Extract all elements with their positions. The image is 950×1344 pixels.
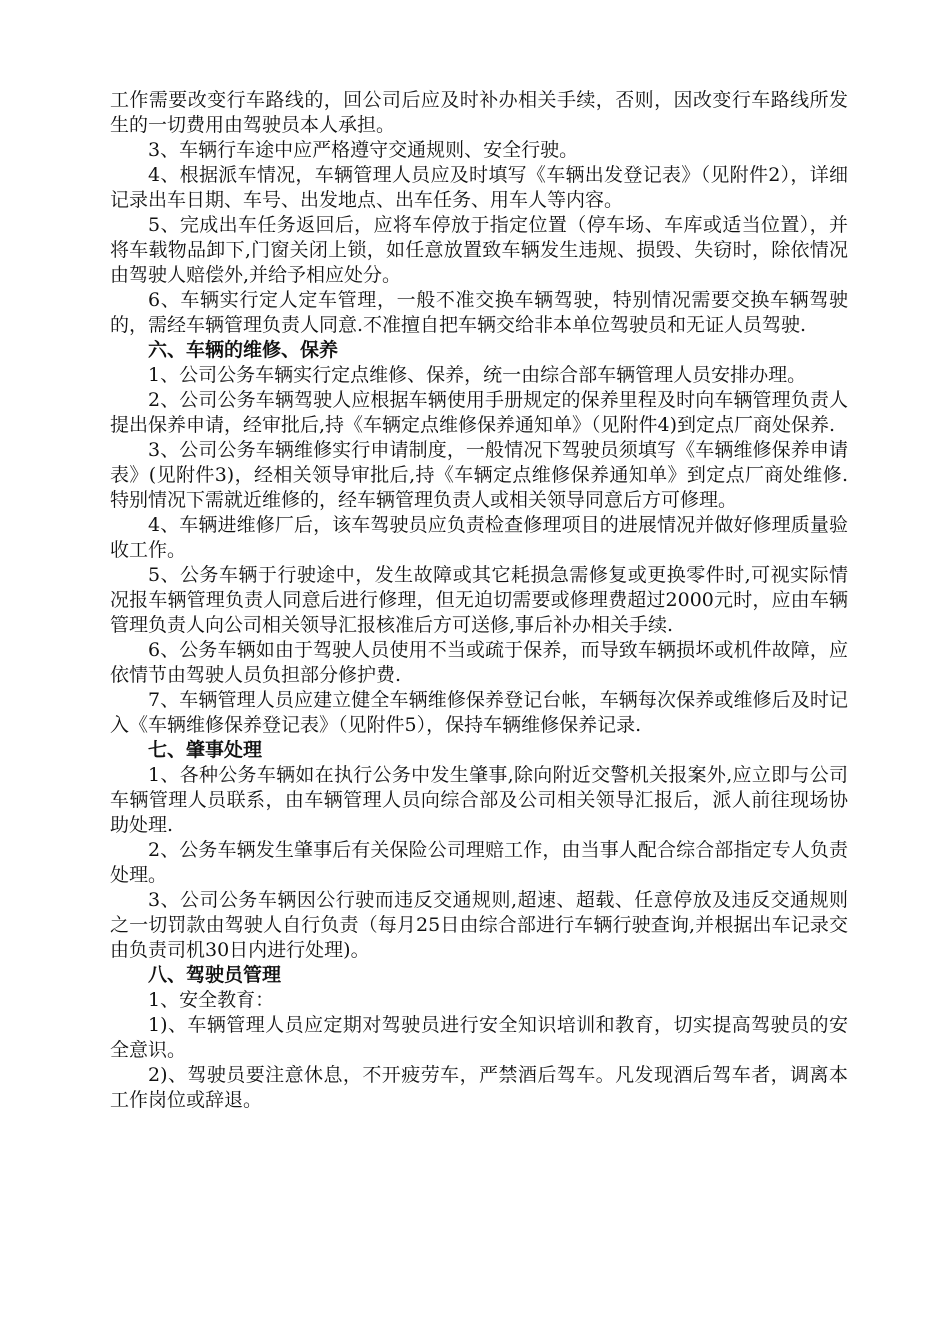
paragraph-maintenance-2: 2、公司公务车辆驾驶人应根据车辆使用手册规定的保养里程及时向车辆管理负责人提出保养申请，经审批后,持《车辆定点维修保养通知单》（见附件4)到定点厂商处保养.: [110, 389, 848, 436]
document-page: [110, 88, 848, 1113]
section-heading-maintenance: 六、车辆的维修、保养: [148, 339, 339, 361]
paragraph-accident-2: 2、公务车辆发生肇事后有关保险公司理赔工作，由当事人配合综合部指定专人负责处理。: [110, 839, 848, 886]
paragraph-driver-1-1: 1)、车辆管理人员应定期对驾驶员进行安全知识培训和教育，切实提高驾驶员的安全意识。: [110, 1014, 848, 1061]
paragraph-route-change: 工作需要改变行车路线的，回公司后应及时补办相关手续，否则，因改变行车路线所发生的一切费用由驾驶员本人承担。: [110, 89, 848, 136]
paragraph-accident-3: 3、公司公务车辆因公行驶而违反交通规则,超速、超载、任意停放及违反交通规则之一切罚款由驾驶人自行负责（每月25日由综合部进行车辆行驶查询,并根据出车记录交由负责司机30日内进行处理)。: [110, 889, 848, 961]
paragraph-item-5-return: 5、完成出车任务返回后，应将车停放于指定位置（停车场、车库或适当位置），并将车载物品卸下,门窗关闭上锁，如任意放置致车辆发生违规、损毁、失窃时，除依情况由驾驶人赔偿外,并给予相应处分。: [110, 214, 848, 286]
paragraph-maintenance-7: 7、车辆管理人员应建立健全车辆维修保养登记台帐，车辆每次保养或维修后及时记入《车辆维修保养登记表》（见附件5），保持车辆维修保养记录.: [110, 689, 848, 736]
paragraph-maintenance-6: 6、公务车辆如由于驾驶人员使用不当或疏于保养，而导致车辆损坏或机件故障，应依情节由驾驶人员负担部分修护费.: [110, 639, 848, 686]
paragraph-item-6-fixed-driver: 6、车辆实行定人定车管理，一般不准交换车辆驾驶，特别情况需要交换车辆驾驶的，需经车辆管理负责人同意.不准擅自把车辆交给非本单位驾驶员和无证人员驾驶.: [110, 289, 848, 336]
paragraph-maintenance-1: 1、公司公务车辆实行定点维修、保养，统一由综合部车辆管理人员安排办理。: [148, 364, 807, 386]
paragraph-maintenance-5: 5、公务车辆于行驶途中，发生故障或其它耗损急需修复或更换零件时,可视实际情况报车辆管理负责人同意后进行修理，但无迫切需要或修理费超过2000元时，应由车辆管理负责人向公司相关领导汇报核准后方可送修,事后补办相关手续.: [110, 564, 848, 636]
section-heading-driver-management: 八、驾驶员管理: [148, 964, 282, 986]
section-heading-accident: 七、肇事处理: [148, 739, 263, 761]
paragraph-item-4-dispatch: 4、根据派车情况，车辆管理人员应及时填写《车辆出发登记表》（见附件2），详细记录出车日期、车号、出发地点、出车任务、用车人等内容。: [110, 164, 848, 211]
paragraph-maintenance-3: 3、公司公务车辆维修实行申请制度，一般情况下驾驶员须填写《车辆维修保养申请表》(见附件3)，经相关领导审批后,持《车辆定点维修保养通知单》到定点厂商处维修.特别情况下需就近维修的，经车辆管理负责人或相关领导同意后方可修理。: [110, 439, 848, 511]
paragraph-accident-1: 1、各种公务车辆如在执行公务中发生肇事,除向附近交警机关报案外,应立即与公司车辆管理人员联系，由车辆管理人员向综合部及公司相关领导汇报后，派人前往现场协助处理.: [110, 764, 848, 836]
paragraph-maintenance-4: 4、车辆进维修厂后，该车驾驶员应负责检查修理项目的进展情况并做好修理质量验收工作。: [110, 514, 848, 561]
paragraph-driver-1-2: 2)、驾驶员要注意休息，不开疲劳车，严禁酒后驾车。凡发现酒后驾车者，调离本工作岗位或辞退。: [110, 1064, 848, 1111]
paragraph-driver-1: 1、安全教育：: [148, 989, 275, 1011]
paragraph-item-3-traffic: 3、车辆行车途中应严格遵守交通规则、安全行驶。: [148, 139, 579, 161]
